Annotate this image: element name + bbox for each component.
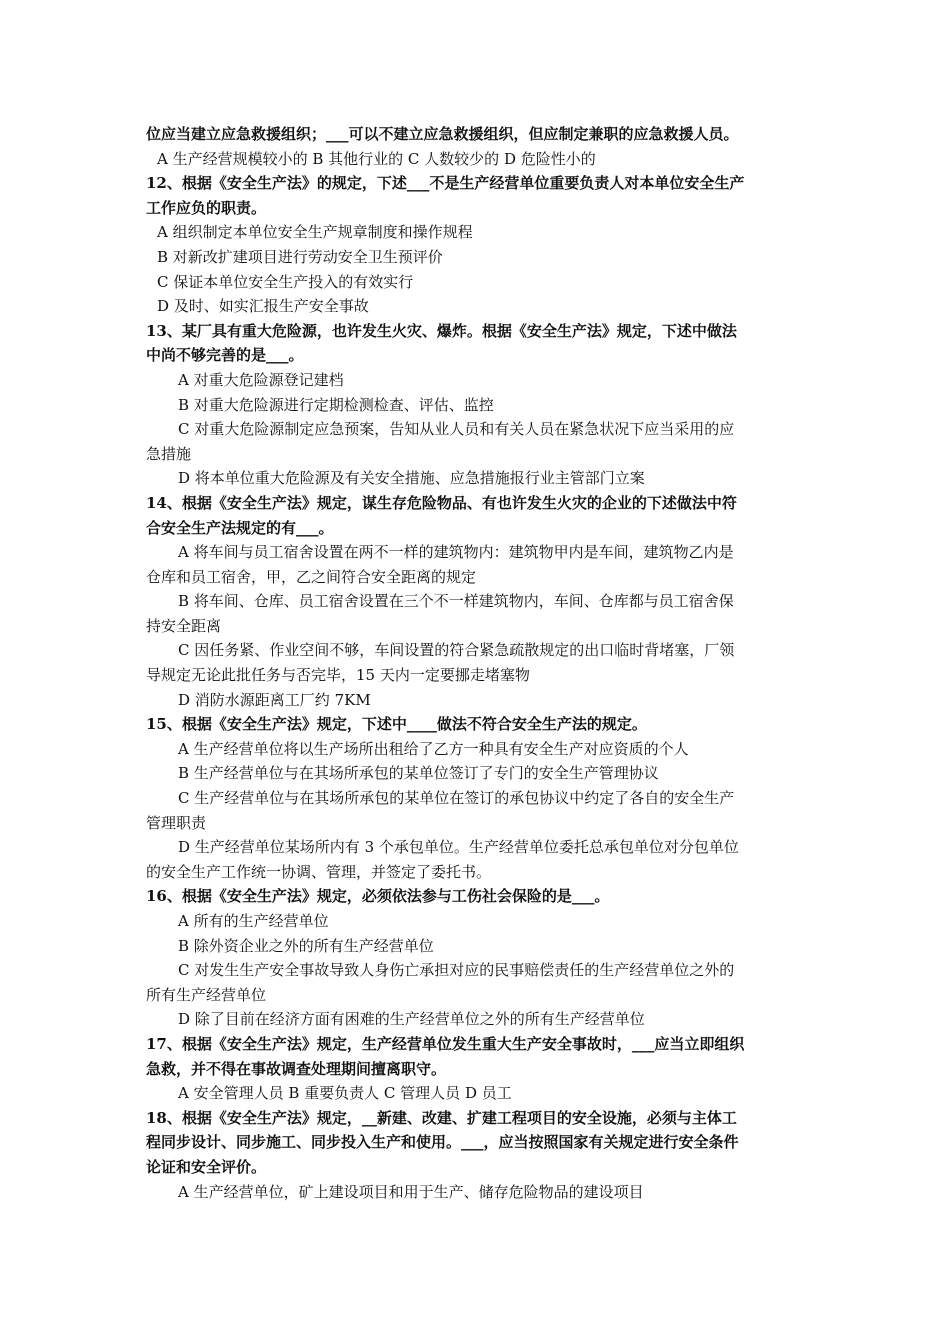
- option-text-line: D 除了目前在经济方面有困难的生产经营单位之外的所有生产经营单位: [178, 1010, 645, 1029]
- question-text-line: 程同步设计、同步施工、同步投入生产和使用。___，应当按照国家有关规定进行安全条件: [146, 1133, 739, 1152]
- option-text-line: C 因任务紧、作业空间不够，车间设置的符合紧急疏散规定的出口临时背堵塞，厂领: [178, 641, 735, 660]
- option-text-line: C 生产经营单位与在其场所承包的某单位在签订的承包协议中约定了各自的安全生产: [178, 789, 735, 808]
- option-text-line: 持安全距离: [146, 616, 222, 635]
- question-text-line: 17、根据《安全生产法》规定，生产经营单位发生重大生产安全事故时，___应当立即组织: [146, 1034, 745, 1053]
- option-text-line: D 生产经营单位某场所内有 3 个承包单位。生产经营单位委托总承包单位对分包单位: [178, 838, 739, 857]
- question-text-line: 合安全生产法规定的有___。: [146, 518, 334, 537]
- document-page: [146, 122, 810, 1204]
- option-text-line: A 生产经营单位将以生产场所出租给了乙方一种具有安全生产对应资质的个人: [178, 739, 689, 758]
- option-text-line: 管理职责: [146, 813, 207, 832]
- option-text-line: A 安全管理人员 B 重要负责人 C 管理人员 D 员工: [178, 1084, 512, 1103]
- question-text-line: 15、根据《安全生产法》规定，下述中____做法不符合安全生产法的规定。: [146, 715, 647, 734]
- option-text-line: A 组织制定本单位安全生产规章制度和操作规程: [157, 223, 473, 242]
- option-text-line: 导规定无论此批任务与否完毕，15 天内一定要挪走堵塞物: [146, 666, 530, 685]
- option-text-line: B 对新改扩建项目进行劳动安全卫生预评价: [157, 247, 443, 266]
- question-text-line: 13、某厂具有重大危险源，也许发生火灾、爆炸。根据《安全生产法》规定，下述中做法: [146, 321, 737, 340]
- option-text-line: A 将车间与员工宿舍设置在两不一样的建筑物内：建筑物甲内是车间，建筑物乙内是: [178, 543, 734, 562]
- option-text-line: B 生产经营单位与在其场所承包的某单位签订了专门的安全生产管理协议: [178, 764, 659, 783]
- option-text-line: B 对重大危险源进行定期检测检查、评估、监控: [178, 395, 494, 414]
- option-text-line: 所有生产经营单位: [146, 985, 267, 1004]
- option-text-line: C 对发生生产安全事故导致人身伤亡承担对应的民事赔偿责任的生产经营单位之外的: [178, 961, 735, 980]
- option-text-line: 的安全生产工作统一协调、管理，并签定了委托书。: [146, 862, 492, 881]
- option-text-line: A 所有的生产经营单位: [178, 912, 329, 930]
- option-text-line: 仓库和员工宿舍，甲，乙之间符合安全距离的规定: [146, 567, 477, 586]
- question-text-line: 中尚不够完善的是___。: [146, 346, 304, 365]
- question-text-line: 18、根据《安全生产法》规定，__新建、改建、扩建工程项目的安全设施，必须与主体工: [146, 1108, 737, 1127]
- question-text-line: 论证和安全评价。: [146, 1157, 267, 1176]
- option-text-line: D 消防水源距离工厂约 7KM: [178, 690, 371, 709]
- option-text-line: A 对重大危险源登记建档: [178, 370, 344, 389]
- question-text-line: 急救，并不得在事故调查处理期间擅离职守。: [146, 1059, 447, 1078]
- option-text-line: D 将本单位重大危险源及有关安全措施、应急措施报行业主管部门立案: [178, 469, 645, 488]
- question-text-line: 14、根据《安全生产法》规定，谋生存危险物品、有也许发生火灾的企业的下述做法中符: [146, 493, 737, 512]
- option-text-line: D 及时、如实汇报生产安全事故: [157, 297, 369, 316]
- option-text-line: A 生产经营单位，矿上建设项目和用于生产、储存危险物品的建设项目: [178, 1182, 644, 1201]
- option-text-line: B 除外资企业之外的所有生产经营单位: [178, 936, 434, 955]
- option-text-line: A 生产经营规模较小的 B 其他行业的 C 人数较少的 D 危险性小的: [157, 149, 596, 168]
- option-text-line: C 保证本单位安全生产投入的有效实行: [157, 272, 414, 291]
- question-text-line: 工作应负的职责。: [146, 198, 267, 217]
- option-text-line: 急措施: [146, 444, 192, 463]
- question-text-line: 12、根据《安全生产法》的规定，下述___不是生产经营单位重要负责人对本单位安全生产: [146, 174, 745, 193]
- option-text-line: C 对重大危险源制定应急预案，告知从业人员和有关人员在紧急状况下应当采用的应: [178, 420, 735, 439]
- option-text-line: B 将车间、仓库、员工宿舍设置在三个不一样建筑物内，车间、仓库都与员工宿舍保: [178, 592, 734, 611]
- question-text-line: 16、根据《安全生产法》规定，必须依法参与工伤社会保险的是___。: [146, 887, 610, 906]
- question-text-line: 位应当建立应急救援组织；___可以不建立应急救援组织，但应制定兼职的应急救援人员。: [146, 125, 739, 143]
